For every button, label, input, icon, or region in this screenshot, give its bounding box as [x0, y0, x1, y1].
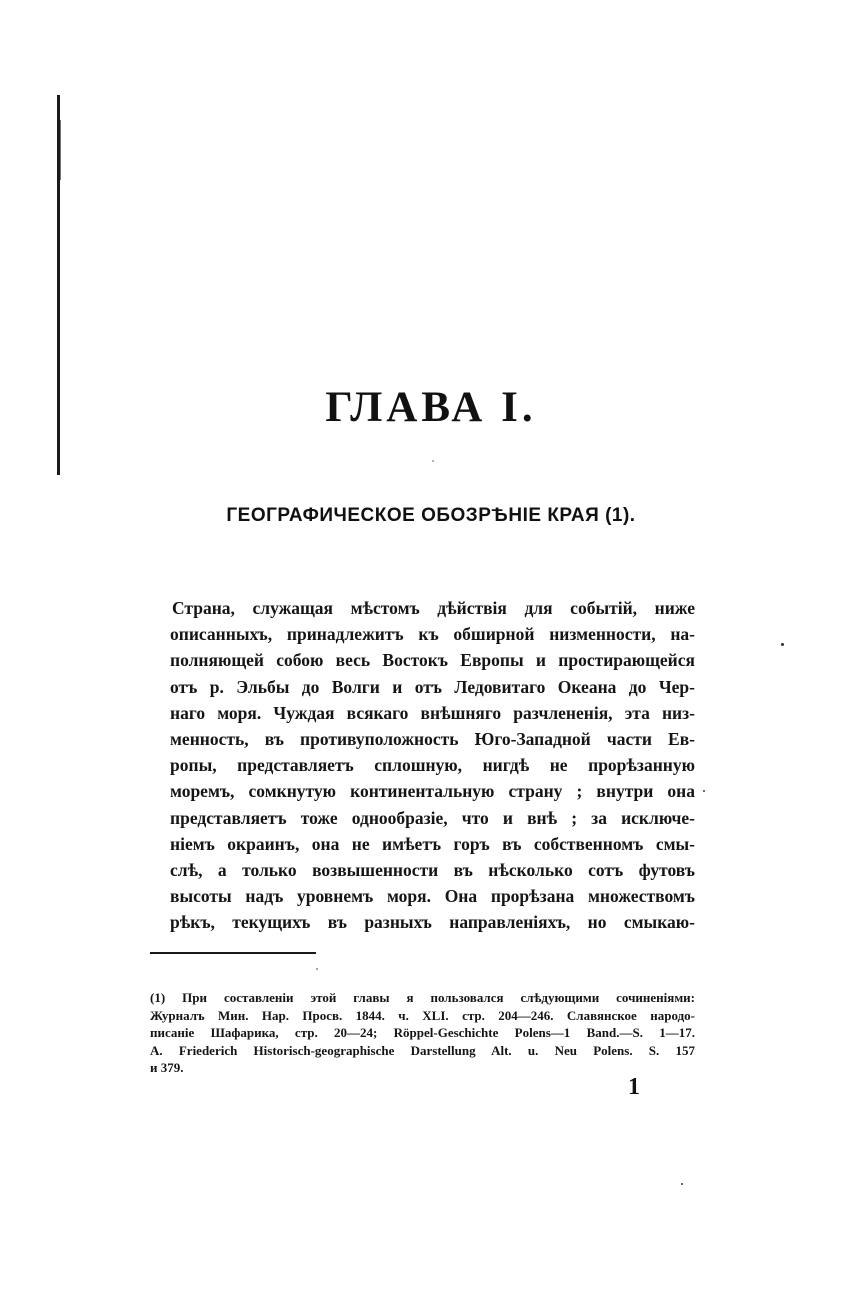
binding-edge-mark: [60, 120, 61, 180]
footnote-line: и 379.: [150, 1060, 184, 1075]
scan-speck: [432, 460, 434, 462]
footnote-line: писаніе Шафарика, стр. 20—24; Röppel-Geschichte Polens—1 Band.—S. 1—17.: [150, 1025, 695, 1040]
body-line: описанныхъ, принадлежитъ къ обширной низменности, на-: [170, 624, 695, 645]
footnote-line: A. Friederich Historisch-geographische Darstellung Alt. u. Neu Polens. S. 157: [150, 1042, 695, 1058]
scan-speck: [703, 790, 705, 792]
footnote-line: (1) При составленіи этой главы я пользовался слѣдующими сочиненіями:: [150, 990, 695, 1005]
body-line: ропы, представляетъ сплошную, нигдѣ не прорѣзанную: [170, 755, 695, 776]
body-line: наго моря. Чуждая всякаго внѣшняго разчлененія, эта низ-: [170, 702, 695, 723]
footnote-divider: [150, 952, 316, 954]
scan-speck: [316, 968, 318, 970]
body-line: моремъ, сомкнутую континентальную страну ; внутри она: [170, 781, 695, 802]
scan-speck: [781, 643, 784, 646]
body-line: представляетъ тоже однообразіе, что и внѣ ; за исключе-: [170, 807, 695, 828]
chapter-title: ГЛАВА I.: [325, 384, 537, 431]
footnote: [150, 989, 695, 1077]
body-line: слѣ, а только возвышенности въ нѣсколько сотъ футовъ: [170, 860, 695, 881]
body-line: ніемъ окраинъ, она не имѣетъ горъ въ собственномъ смы-: [170, 833, 695, 854]
body-line: менность, въ противуположность Юго-Западной части Ев-: [170, 729, 695, 750]
footnote-line: Журналъ Мин. Нар. Просв. 1844. ч. XLI. стр. 204—246. Славянское народо-: [150, 1007, 695, 1023]
body-line: Страна, служащая мѣстомъ дѣйствія для событій, ниже: [172, 598, 695, 618]
body-line: рѣкъ, текущихъ въ разныхъ направленіяхъ, но смыкаю-: [170, 912, 695, 933]
body-line: полняющей собою весь Востокъ Европы и простирающейся: [170, 650, 695, 671]
body-line: отъ р. Эльбы до Волги и отъ Ледовитаго Океана до Чер-: [170, 676, 695, 697]
body-line: высоты надъ уровнемъ моря. Она прорѣзана множествомъ: [170, 886, 695, 907]
chapter-subtitle: ГЕОГРАФИЧЕСКОЕ ОБОЗРѢНІЕ КРАЯ (1).: [226, 505, 636, 526]
page-number: 1: [628, 1074, 640, 1100]
scan-speck: [681, 1183, 683, 1185]
body-paragraph: [170, 595, 695, 936]
